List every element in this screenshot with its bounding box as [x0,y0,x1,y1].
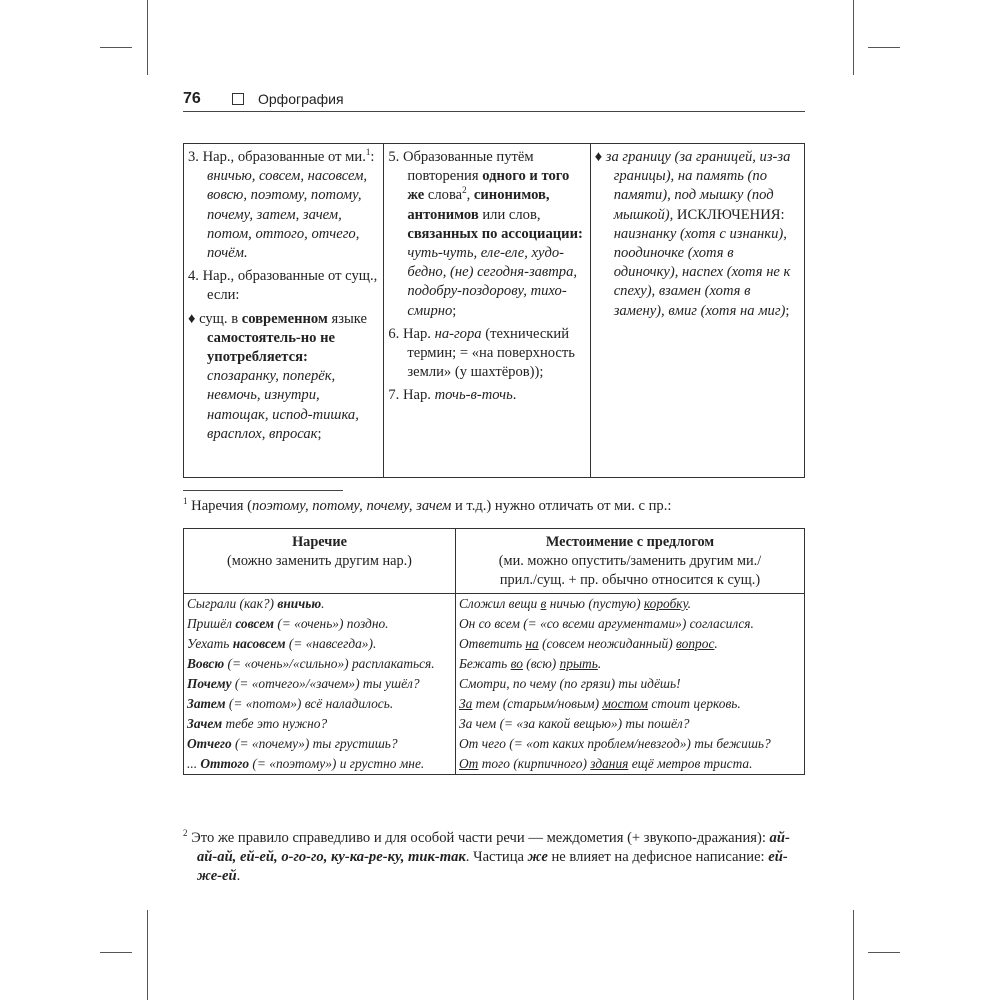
adverb-example [184,594,456,615]
rule-item [388,325,585,383]
text-run: 1 [365,147,371,158]
pronoun-example [456,634,805,654]
table-row [184,754,805,775]
crop-mark [100,952,132,953]
rule-item [388,386,585,405]
text-run: От чего (= «от каких проблем/невзгод») ты бежишь? [459,736,771,751]
text-run: ещё метров триста. [628,756,753,771]
text-run: ай-ай-ай, ей-ей, о-го-го, ку-ка-ре-ку, тик-так [197,830,790,865]
text-run: 5. Образованные путём повторения [388,149,534,185]
pronoun-example [456,734,805,754]
header-pronoun-with-preposition [456,529,805,594]
text-run: (= «очень»/«сильно») расплакаться. [224,656,435,671]
text-run: 7. Нар. [388,387,435,404]
text-run: 2 [462,185,467,196]
text-run: (= «потом») всё наладилось. [225,696,394,711]
text-run: слова [424,187,463,204]
text-run: вничью [277,596,322,611]
text-run: наизнанку (хотя с изнанки), поодиночке (хотя в одиночку), наспех (хотя не к спеху), взамен (хотя в замену), вмиг (хотя на миг) [613,225,791,319]
rule-item [188,148,379,263]
table-row [184,654,805,674]
text-run: того (кирпичного) [478,756,591,771]
text-run: Зачем [187,716,223,731]
text-run: (= «отчего»/«зачем») ты ушёл? [231,676,420,691]
text-run: мостом [602,696,648,711]
text-run: Сложил вещи [459,596,541,611]
text-run: Сыграли (как?) [187,596,278,611]
rules-column-3 [590,144,804,477]
text-run: 1 [183,496,188,507]
text-run: . [321,596,325,611]
text-run: (совсем неожиданный) [538,636,677,651]
crop-mark [853,0,854,75]
text-run: . [236,868,241,884]
text-run: во [510,656,523,671]
text-run: самостоятель-но не употребляется: [207,329,336,366]
text-run: Наречия ( [187,498,252,514]
pronoun-example [456,614,805,634]
text-run: (технический термин; = «на поверхность земли» (у шахтёров)); [407,325,575,381]
rules-column-2 [383,144,589,477]
pronoun-example [456,694,805,714]
text-run: Наречие [292,534,347,550]
text-run: прыть [559,656,598,671]
text-run: чуть-чуть, еле-еле, худо-бедно, (не) сегодня-завтра, подобру-поздорову, тихо-смирно [407,245,578,319]
chapter-title: Орфография [258,91,344,107]
adverb-example [184,634,456,654]
rule-item [595,148,800,321]
text-run: Местоимение с предлогом [545,534,715,550]
crop-mark [868,952,900,953]
text-run: ♦ [594,149,606,165]
text-run: 6. Нар. [388,325,435,342]
text-run: (всю) [522,656,560,671]
adverb-example [184,654,456,674]
text-run: не влияет на дефисное написание: [547,849,769,865]
rule-item [188,310,379,444]
text-run: Бежать [459,656,511,671]
text-run: на [525,636,539,651]
footnote-2 [183,829,805,886]
text-run: ИСКЛЮЧЕНИЯ: [673,206,785,223]
text-run: За чем (= «за какой вещью») ты пошёл? [459,716,690,731]
text-run: насовсем [232,636,286,651]
text-run: связанных по ассоциации: [407,225,583,242]
footnote-divider [183,490,343,491]
text-run: (ми. можно опустить/заменить другим ми./ прил./сущ. + пр. обычно относится к сущ.) [498,553,762,588]
text-run: тем (старым/новым) [472,696,603,711]
text-run: вничью, совсем, насовсем, вовсю, поэтому, потому, почему, затем, зачем, потом, оттого, отчего, почём. [207,168,368,262]
text-run: языке [327,310,367,327]
text-run: От [459,756,479,771]
text-run: ей-же-ей [197,849,788,884]
table-row [184,734,805,754]
footnote-1 [183,497,805,516]
header-adverb [184,529,456,594]
text-run: стоит церковь. [647,696,741,711]
text-run: ; [785,302,790,319]
crop-mark [147,910,148,1000]
text-run: (= «почему») ты грустишь? [231,736,398,751]
text-run: . [714,636,718,651]
rule-item [188,267,379,305]
pronoun-example [456,714,805,734]
adverb-example [184,734,456,754]
running-header [183,90,805,112]
table-row [184,594,805,615]
pronoun-example [456,754,805,775]
text-run: 4. Нар., образованные от сущ., если: [188,268,378,304]
page-number: 76 [183,90,201,107]
text-run: Это же правило справедливо и для особой части речи — междометия (+ звукопо-дражания): [187,830,770,846]
pronoun-example [456,674,805,694]
text-run: на-гора [434,325,482,342]
text-run: и т.д.) нужно отличать от ми. с пр.: [451,498,672,514]
text-run: точь-в-точь [434,387,513,404]
text-run: , [466,187,474,204]
text-run: 3. Нар., образованные от ми. [188,149,366,165]
text-run: одного и того же [407,168,570,204]
text-run: или слов, [478,206,541,223]
text-run: За [459,696,473,711]
table-row [184,694,805,714]
crop-mark [868,47,900,48]
text-run: (= «очень») поздно. [273,616,389,631]
text-run: . [687,596,692,611]
pronoun-example [456,594,805,615]
table-row [184,634,805,654]
crop-mark [853,910,854,1000]
table-row [184,674,805,694]
comparison-table [183,528,805,775]
text-run: Пришёл [187,616,236,631]
text-run: Оттого [200,756,250,771]
text-run: : [370,149,375,165]
text-run: же [527,849,548,865]
text-run: тебе это нужно? [222,716,328,731]
text-run: здания [590,756,629,771]
text-run: Вовсю [187,656,225,671]
adverb-example [184,754,456,775]
rules-column-1 [184,144,383,477]
text-run: Почему [187,676,232,691]
crop-mark [147,0,148,75]
crop-mark [100,47,132,48]
text-run: спозаранку, поперёк, невмочь, изнутри, натощак, испод-тишка, врасплох, впросак [207,368,359,442]
text-run: ; [452,302,457,319]
text-run: . [597,656,602,671]
square-bullet-icon [232,93,244,105]
text-run: 2 [183,828,188,839]
text-run: Смотри, по чему (по грязи) ты идёшь! [459,676,681,691]
text-run: (= «навсегда»). [285,636,377,651]
text-run: за границу (за границей, из-за границы), на память (по памяти), под мышку (под мышкой), [605,149,791,223]
adverb-example [184,614,456,634]
text-run: ♦ сущ. в [188,310,242,327]
text-run: Он со всем (= «со всеми аргументами») согласился. [459,616,754,631]
text-run: . [512,387,517,404]
text-run: синонимов, антонимов [407,187,550,223]
rules-table [183,143,805,478]
adverb-example [184,694,456,714]
text-run: вопрос [676,636,715,651]
rule-item [388,148,585,321]
text-run: коробку [643,596,688,611]
adverb-example [184,674,456,694]
text-run: Отчего [187,736,232,751]
table-row [184,614,805,634]
table-row [184,714,805,734]
text-run: совсем [235,616,274,631]
text-run: Ответить [459,636,526,651]
text-run: (можно заменить другим нар.) [227,553,412,569]
text-run: в [540,596,547,611]
text-run: Уехать [187,636,233,651]
text-run: современном [241,310,328,327]
text-run: Затем [187,696,226,711]
text-run: поэтому, потому, почему, зачем [251,498,452,514]
adverb-example [184,714,456,734]
text-run: ; [317,425,322,442]
text-run: (= «поэтому») и грустно мне. [249,756,425,771]
text-run: ничью (пустую) [546,596,644,611]
text-run: . Частица [465,849,528,865]
text-run: ... [187,756,201,771]
pronoun-example [456,654,805,674]
